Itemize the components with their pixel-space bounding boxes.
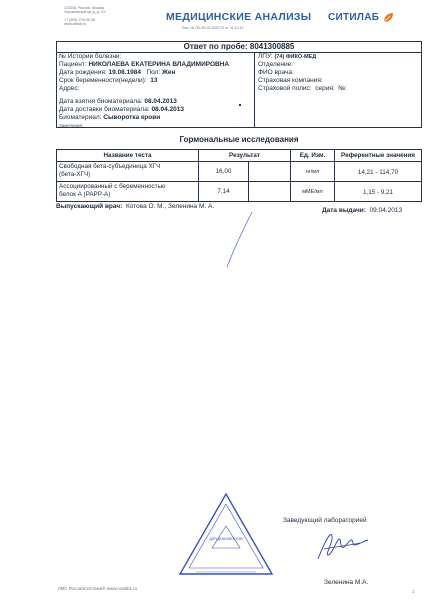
- stray-dot: [239, 104, 241, 106]
- column-header: Референтные значения: [341, 152, 415, 159]
- test-name: [59, 163, 197, 178]
- performed-label: Выпускающий врач:: [56, 203, 123, 210]
- test-name-line: Ассоциированный с беременностью: [59, 183, 166, 190]
- history-label: № Истории болезни:: [59, 53, 122, 60]
- patient-label: Пациент:: [59, 61, 87, 68]
- performed-value: Котова О. М., Зеленина М. А.: [125, 203, 215, 210]
- dob-row: [59, 69, 253, 77]
- column-header: Ед. Изм.: [299, 152, 326, 159]
- address-line: Хорошевский пр-д, д. XX: [64, 10, 106, 15]
- report-right-border: [421, 41, 422, 128]
- brand-name: СИТИЛАБ: [328, 12, 380, 23]
- collected-value: 08.04.2013: [144, 98, 177, 105]
- license-line: Лиц. № ЛО-50-01-005774 от 31.10.12: [182, 26, 244, 30]
- page-number: 1: [412, 589, 415, 594]
- lpu-row: [258, 53, 418, 61]
- collected-label: Дата взятия биоматериала:: [59, 98, 143, 105]
- biomaterial-label: Биоматериал:: [59, 114, 102, 121]
- sex-value: Жен: [162, 69, 176, 76]
- table-col-rule: [248, 161, 249, 202]
- test-name-line: Свободная бета-субъединица ХГЧ: [59, 163, 161, 170]
- doctor-label: ФИО врача:: [258, 69, 294, 76]
- report-left-border: [56, 41, 57, 128]
- column-header: Результат: [229, 152, 260, 159]
- issue-value: 09.04.2013: [369, 207, 403, 214]
- dob-value: 19.08.1984: [108, 69, 142, 76]
- test-name-line: белок А (PAPP-A): [59, 190, 111, 198]
- address-label: Адрес:: [59, 85, 80, 92]
- pregnancy-value: 13: [150, 77, 158, 84]
- table-top-border: [56, 149, 422, 150]
- page-title: МЕДИЦИНСКИЕ АНАЛИЗЫ: [166, 11, 312, 23]
- result-value: 7,14: [217, 188, 230, 195]
- clinic-info: [258, 53, 418, 93]
- head-name: Зеленина М.А.: [324, 579, 369, 586]
- collected-row: [59, 98, 253, 106]
- biomaterial-value: Сыворотка крови: [103, 114, 161, 121]
- reference-value: 1,15 - 9,21: [362, 189, 394, 196]
- issue-row: [322, 207, 420, 215]
- section-title: Гормональные исследования: [179, 135, 299, 144]
- phone-line: +7 (495) 276-06-06: [64, 18, 95, 22]
- order-number: Ответ по пробе: 8041300885: [183, 42, 295, 51]
- reference-value: 14,21 - 114,70: [357, 169, 399, 176]
- department-label: Отделение:: [258, 61, 294, 68]
- biomaterial-row: [59, 114, 253, 122]
- patient-name: НИКОЛАЕВА ЕКАТЕРИНА ВЛАДИМИРОВНА: [88, 61, 230, 68]
- head-label: Заведующий лабораторией: [283, 517, 367, 524]
- unit-value: мМЕ/мл: [302, 189, 323, 195]
- address-line: 123308, Россия, Москва: [64, 6, 105, 10]
- notes-label: Замечания:: [59, 123, 84, 128]
- dob-label: Дата рождения:: [59, 69, 107, 76]
- unit-value: нг/мл: [305, 169, 320, 175]
- patient-row: [59, 61, 253, 69]
- pregnancy-row: [59, 77, 253, 85]
- table-right-border: [421, 149, 422, 202]
- brand-leaf-icon: [382, 12, 394, 24]
- lpu-value: (74) ФИКО-МЕД: [274, 54, 317, 60]
- site-line: www.citilab.ru: [64, 22, 86, 27]
- policy-row: [258, 85, 418, 93]
- issue-label: Дата выдачи:: [322, 207, 366, 214]
- delivered-label: Дата доставки биоматериала:: [59, 106, 150, 113]
- result-value: 16,00: [215, 168, 232, 175]
- triangle-stamp-icon: [176, 490, 276, 580]
- stamp-text: ДЛЯ ДОКУМЕНТОВ: [209, 537, 243, 541]
- test-name: [59, 183, 197, 198]
- delivered-row: [59, 106, 253, 114]
- lab-contacts: [64, 18, 134, 27]
- report-divider: [254, 52, 255, 128]
- number-label: №:: [338, 85, 348, 92]
- brand-logo: [328, 12, 418, 26]
- signature-icon: [312, 531, 372, 565]
- column-header: Название теста: [103, 152, 152, 159]
- pen-stroke: [222, 210, 262, 270]
- test-name-line: (бета-ХГЧ): [59, 170, 91, 178]
- table-bottom-border: [56, 201, 422, 202]
- lis-line: ЛИС РослабСистема® www.roslabs.ru: [58, 586, 138, 591]
- patient-info: [59, 53, 253, 129]
- sex-label: Пол:: [146, 69, 161, 76]
- insurer-label: Страховая компания:: [258, 77, 323, 84]
- series-label: серия:: [315, 85, 335, 92]
- table-row-rule: [56, 181, 422, 182]
- lab-address: [64, 6, 134, 15]
- pregnancy-label: Срок беременности(недели):: [59, 77, 147, 84]
- lpu-label: ЛПУ:: [258, 53, 273, 60]
- table-header-rule: [56, 161, 422, 162]
- delivered-value: 08.04.2013: [151, 106, 184, 113]
- policy-label: Страховой полис:: [258, 85, 312, 92]
